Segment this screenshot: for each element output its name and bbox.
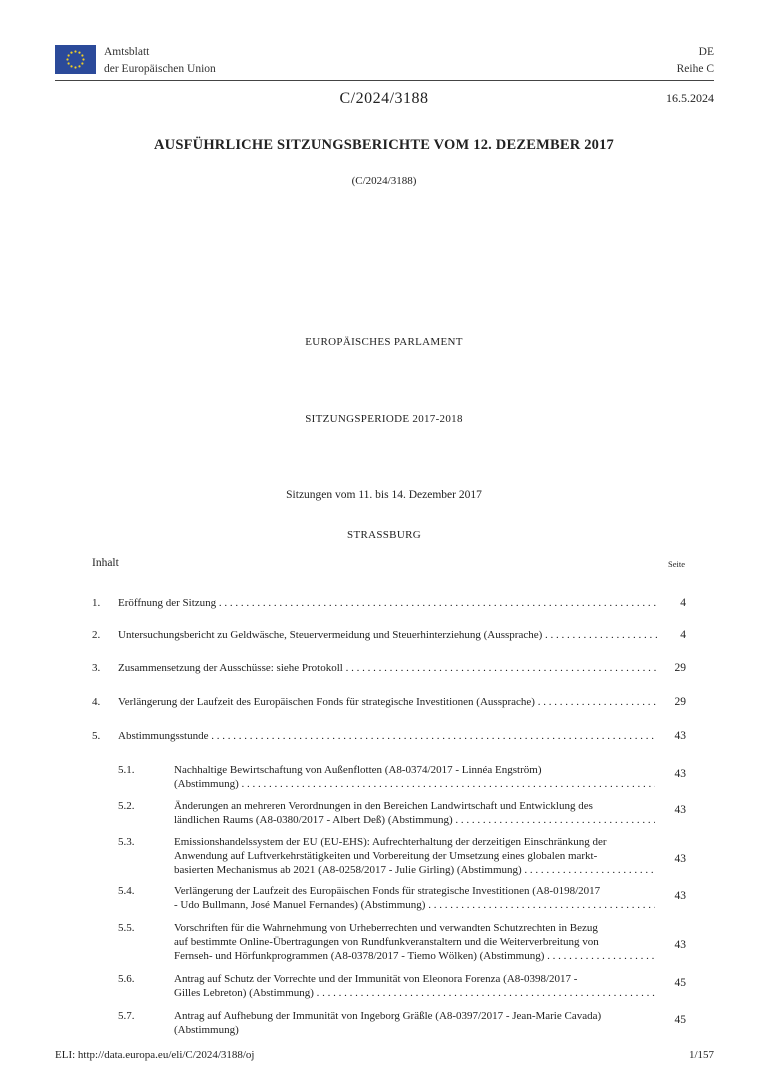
toc-subentry[interactable]	[0, 835, 768, 879]
toc-entry-page: 29	[674, 662, 686, 674]
toc-entry[interactable]	[0, 729, 768, 745]
toc-subentry-line: Emissionshandelssystem der EU (EU-EHS): Aufrechterhaltung der derzeitigen Einschränkung der	[174, 836, 607, 848]
toc-subentry-line: Änderungen an mehreren Verordnungen in den Bereichen Landwirtschaft und Entwicklung des	[174, 800, 593, 812]
toc-subentry-page: 43	[674, 768, 686, 780]
toc-page-heading: Seite	[668, 559, 685, 569]
toc-subentry[interactable]	[0, 921, 768, 965]
toc-subentry[interactable]	[0, 763, 768, 793]
toc-subentry-line: (Abstimmung) . . .	[174, 777, 655, 791]
toc-entry[interactable]	[0, 628, 768, 644]
toc-subentry[interactable]	[0, 972, 768, 1002]
toc-entry[interactable]	[0, 695, 768, 711]
toc-subentry-line: Vorschriften für die Wahrnehmung von Urheberrechten und verwandten Schutzrechten in Bezug	[174, 922, 598, 934]
toc-subentry-number: 5.3.	[118, 836, 135, 848]
toc-subentry-number: 5.6.	[118, 973, 135, 985]
toc-subentry-line: Nachhaltige Bewirtschaftung von Außenflotten (A8-0374/2017 - Linnéa Engström)	[174, 764, 542, 776]
toc-entry-title: Eröffnung der Sitzung . . .	[118, 596, 657, 610]
toc-subentry-page: 43	[674, 804, 686, 816]
toc-entry-title: Zusammensetzung der Ausschüsse: siehe Protokoll . . .	[118, 661, 657, 675]
toc-entry-title: Untersuchungsbericht zu Geldwäsche, Steuervermeidung und Steuerhinterziehung (Aussprache) . . .	[118, 628, 657, 642]
publication-line-2: der Europäischen Union	[104, 63, 216, 75]
toc-subentry-line: Antrag auf Aufhebung der Immunität von Ingeborg Gräßle (A8-0397/2017 - Jean-Marie Cavada)	[174, 1010, 602, 1022]
page-number: 1/157	[688, 1049, 714, 1061]
session-period: SITZUNGSPERIODE 2017-2018	[305, 413, 463, 425]
toc-subentry[interactable]	[0, 799, 768, 829]
series-label: Reihe C	[676, 63, 714, 75]
toc-subentry-line: auf bestimmte Online-Übertragungen von Rundfunkveranstaltern und die Weiterverbreitung von	[174, 936, 599, 948]
eli-link[interactable]: ELI: http://data.europa.eu/eli/C/2024/3188/oj	[55, 1049, 255, 1061]
language-code: DE	[698, 46, 714, 58]
toc-subentry-line: Verlängerung der Laufzeit des Europäischen Fonds für strategische Investitionen (A8-0198/2017	[174, 885, 601, 897]
toc-subentry-number: 5.1.	[118, 764, 135, 776]
toc-entry-number: 5.	[92, 730, 101, 742]
publication-name	[104, 44, 216, 78]
toc-entry-page: 43	[674, 730, 686, 742]
toc-subentry-line: Anwendung auf Luftverkehrstätigkeiten und Vorbereitung der Umsetzung eines globalen markt-	[174, 850, 598, 862]
toc-entry-number: 2.	[92, 629, 101, 641]
toc-subentry-line: - Udo Bullmann, José Manuel Fernandes) (Abstimmung) . . .	[174, 898, 655, 912]
institution-name: EUROPÄISCHES PARLAMENT	[305, 336, 463, 348]
session-dates: Sitzungen vom 11. bis 14. Dezember 2017	[286, 489, 482, 501]
toc-entry[interactable]	[0, 596, 768, 612]
toc-subentry-number: 5.7.	[118, 1010, 135, 1022]
toc-entry-page: 4	[680, 629, 686, 641]
toc-subentry-line: ländlichen Raums (A8-0380/2017 - Albert Deß) (Abstimmung) . . .	[174, 813, 655, 827]
toc-entry-title: Verlängerung der Laufzeit des Europäischen Fonds für strategische Investitionen (Aussprache) . . .	[118, 695, 657, 709]
toc-subentry-page: 43	[674, 853, 686, 865]
toc-subentry-page: 43	[674, 890, 686, 902]
toc-subentry-number: 5.5.	[118, 922, 135, 934]
document-sub-id: (C/2024/3188)	[351, 175, 417, 187]
toc-entry-number: 4.	[92, 696, 101, 708]
toc-entry[interactable]	[0, 661, 768, 677]
toc-subentry-line: Antrag auf Schutz der Vorrechte und der Immunität von Eleonora Forenza (A8-0398/2017 -	[174, 973, 578, 985]
header-divider	[55, 80, 714, 81]
publication-meta	[677, 44, 714, 78]
toc-subentry-line: Fernseh- und Hörfunkprogrammen (A8-0378/2017 - Tiemo Wölken) (Abstimmung) . . .	[174, 949, 655, 963]
toc-entry-title: Abstimmungsstunde . . .	[118, 729, 657, 743]
publication-line-1: Amtsblatt	[104, 46, 150, 58]
toc-heading: Inhalt	[92, 557, 119, 569]
toc-subentry-number: 5.2.	[118, 800, 135, 812]
toc-entry-page: 4	[680, 597, 686, 609]
document-title: AUSFÜHRLICHE SITZUNGSBERICHTE VOM 12. DEZEMBER 2017	[153, 137, 615, 153]
toc-subentry-line: basierten Mechanismus ab 2021 (A8-0258/2017 - Julie Girling) (Abstimmung) . . .	[174, 863, 655, 877]
document-id: C/2024/3188	[339, 90, 429, 107]
document-date: 16.5.2024	[666, 91, 714, 105]
toc-subentry[interactable]	[0, 1009, 768, 1039]
session-city: STRASSBURG	[347, 529, 421, 541]
toc-subentry-page: 45	[674, 1014, 686, 1026]
toc-subentry-line: Gilles Lebreton) (Abstimmung) . . .	[174, 986, 655, 1000]
toc-subentry-line: (Abstimmung)	[174, 1024, 239, 1036]
toc-subentry[interactable]	[0, 884, 768, 914]
toc-entry-number: 1.	[92, 597, 101, 609]
toc-entry-number: 3.	[92, 662, 101, 674]
toc-subentry-number: 5.4.	[118, 885, 135, 897]
toc-entry-page: 29	[674, 696, 686, 708]
toc-subentry-page: 45	[674, 977, 686, 989]
eu-flag-icon	[55, 45, 96, 74]
toc-subentry-page: 43	[674, 939, 686, 951]
